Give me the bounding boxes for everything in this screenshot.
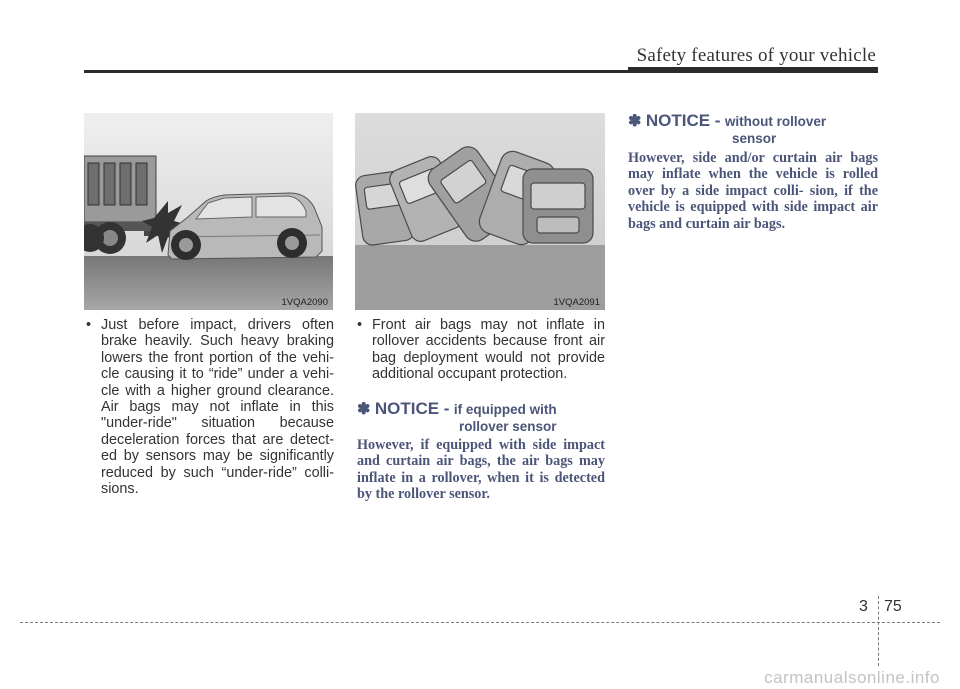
footer-divider (878, 596, 879, 666)
section-title: Safety features of your vehicle (636, 45, 876, 66)
bullet-text: Just before impact, drivers often brake heavily. Such heavy braking lowers the front portion of the vehi- cle causing it to “ride” under a vehi- cle with a higher ground clearance. Air bags may not inflate in this "under-ride" situation because deceleration forces that are detect- ed by sensors may be significantly reduced by such “under-ride” colli- sions. (101, 317, 334, 498)
figure-rollover (355, 113, 605, 310)
notice-label: NOTICE - (374, 399, 450, 418)
bullet-item (357, 317, 605, 383)
notice-body: However, side and/or curtain air bags may inflate when the vehicle is rolled over by a side impact colli- sion, if the vehicle is equipped with side impact air bags and curtain air bags. (628, 150, 878, 232)
page-number: 75 (884, 598, 902, 615)
bullet-text: Front air bags may not inflate in rollover accidents because front air bag deployment would not provide additional occupant protection. (372, 317, 605, 383)
notice-body: However, if equipped with side impact and curtain air bags, the air bags may inflate in a rollover, when it is detected by the rollover sensor. (357, 437, 605, 503)
notice-heading (357, 399, 607, 434)
notice-label: NOTICE - (645, 111, 721, 130)
figure-code: 1VQA2090 (281, 297, 328, 308)
bullet-mark: • (86, 317, 92, 333)
footer-rule (20, 622, 940, 623)
notice-condition-continued: sensor (732, 131, 777, 146)
notice-condition: without rollover (724, 114, 827, 129)
truck-underride-collision-illustration (84, 113, 333, 310)
watermark: carmanualsonline.info (764, 668, 940, 687)
chapter-number: 3 (859, 598, 868, 615)
notice-heading (628, 111, 878, 146)
bullet-mark: • (357, 317, 363, 333)
figure-underride (84, 113, 333, 310)
notice-condition-continued: rollover sensor (459, 419, 557, 434)
figure-code: 1VQA2091 (553, 297, 600, 308)
header-rule-accent (628, 67, 878, 72)
vehicle-rollover-sequence-illustration (355, 113, 605, 310)
notice-condition: if equipped with (453, 402, 557, 417)
notice-star-icon: ✽ (357, 401, 371, 418)
bullet-item (86, 317, 334, 497)
notice-star-icon: ✽ (628, 113, 642, 130)
